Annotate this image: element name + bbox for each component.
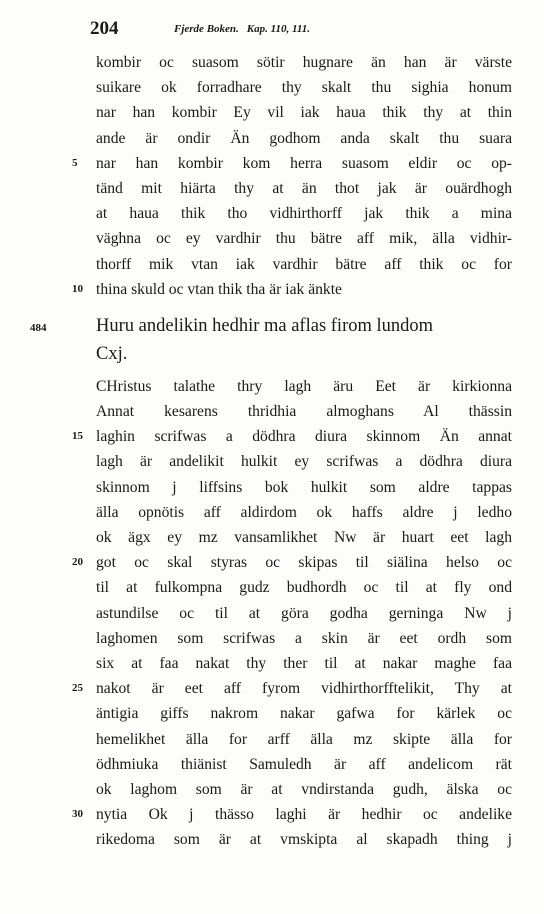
line-text: nar han kombir Ey vil iak haua thik thy at thin [96,104,512,122]
text-line [72,802,512,827]
text-line [96,575,512,600]
text-line [72,151,512,176]
line-text: ok ägx ey mz vansamlikhet Nw är huart eet lagh [96,529,512,546]
text-line [96,651,512,676]
line-text: six at faa nakat thy ther til at nakar maghe faa [96,654,512,672]
text-line [96,626,512,651]
chapter-reference: Kap. 110, 111. [246,23,311,35]
text-line [96,100,512,125]
paragraph-2 [72,374,512,853]
heading-text: Huru andelikin hedhir ma aflas firom lundom [96,315,434,336]
line-text: ödhmiuka thiänist Samuledh är aff andelicom rät [96,755,512,773]
text-line [96,176,512,201]
text-line [96,827,512,852]
line-text: laghomen som scrifwas a skin är eet ordh som [96,629,512,647]
line-text: väghna oc ey vardhir thu bätre aff mik, älla vidhir- [96,230,512,248]
text-line [72,550,512,575]
line-number: 30 [72,808,83,821]
line-text: astundilse oc til at göra godha gerninga Nw j [96,604,512,622]
line-text: nar han kombir kom herra suasom eldir oc op- [96,154,512,172]
text-line [96,449,512,474]
line-text: äntigia giffs nakrom nakar gafwa for kärlek oc [96,705,512,723]
line-text: rikedoma som är at vmskipta al skapadh thing j [96,831,512,849]
line-text: thorff mik vtan iak vardhir bätre aff thik oc for [96,255,512,273]
text-line [96,475,512,500]
text-line [96,201,512,226]
line-number: 20 [72,556,83,569]
line-text: hemelikhet älla for arff älla mz skipte älla for [96,730,512,748]
text-line [96,399,512,424]
paragraph-1 [72,50,512,302]
line-text: ok laghom som är at vndirstanda gudh, älska oc [96,780,512,798]
line-text: CHristus talathe thry lagh äru Eet är kirkionna [96,377,512,395]
text-line [96,777,512,802]
text-line [72,676,512,701]
line-text: suikare ok forradhare thy skalt thu sighia honum [96,79,512,97]
line-text: thina skuld oc vtan thik tha är iak änkte [96,280,342,298]
body-text [30,50,512,852]
line-text: got oc skal styras oc skipas til siälina helso oc [96,554,512,572]
text-line [96,252,512,277]
line-number: 5 [72,156,78,169]
heading-text: Cxj. [96,343,128,364]
line-text: älla opnötis aff aldirdom ok haffs aldre j ledho [96,503,512,521]
text-line [96,50,512,75]
line-text: at haua thik tho vidhirthorff jak thik a mina [96,205,512,223]
line-text: til at fulkompna gudz budhordh oc til at fly ond [96,579,512,597]
text-line [96,126,512,151]
text-line [72,277,512,302]
line-text: kombir oc suasom sötir hugnare än han är värste [96,54,512,71]
line-text: laghin scrifwas a dödhra diura skinnom Än annat [96,428,512,446]
line-text: nytia Ok j thässo laghi är hedhir oc andelike [96,806,512,824]
running-head [174,23,310,35]
text-line [96,525,512,550]
line-text: skinnom j liffsins bok hulkit som aldre tappas [96,478,512,496]
line-text: ande är ondir Än godhom anda skalt thu suara [96,129,512,147]
text-line [96,374,512,399]
text-line [72,424,512,449]
line-number: 10 [72,282,83,295]
text-line [96,601,512,626]
text-line [96,226,512,251]
running-title: Fjerde Boken. [174,23,239,35]
page-header [86,18,506,42]
line-text: Annat kesarens thridhia almoghans Al thässin [96,403,512,421]
heading-line [30,312,512,340]
line-text: nakot är eet aff fyrom vidhirthorfftelikit, Thy at [96,680,512,698]
margin-number: 484 [30,321,47,334]
line-number: 25 [72,682,83,695]
line-text: tänd mit hiärta thy at än thot jak är ouärdhogh [96,179,512,197]
text-line [96,752,512,777]
text-line [96,727,512,752]
page-number: 204 [90,18,119,39]
chapter-heading [30,312,512,368]
line-text: lagh är andelikit hulkit ey scrifwas a dödhra diura [96,453,512,471]
text-line [96,701,512,726]
text-line [96,75,512,100]
text-line [96,500,512,525]
line-number: 15 [72,430,83,443]
heading-line [96,340,512,368]
